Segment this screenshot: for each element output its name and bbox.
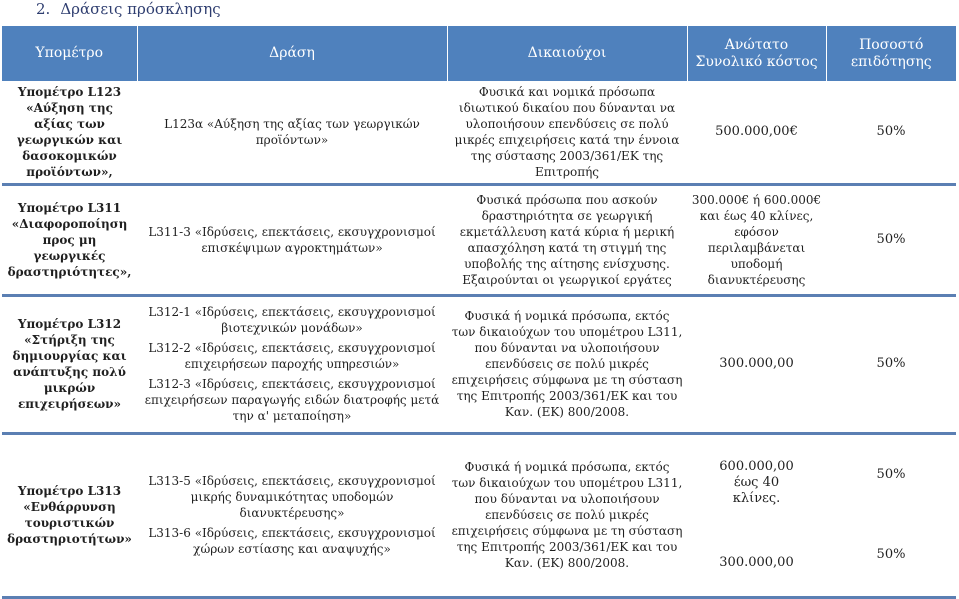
measure-cell: Υπομέτρο L313 «Ενθάρρυνση τουριστικών δραστηριοτήτων» (2, 433, 137, 597)
cost-item: 300.000,00 (719, 555, 794, 570)
rate-cell: 50% (826, 81, 956, 184)
header-max-cost (687, 26, 826, 81)
action-cell: L123α «Αύξηση της αξίας των γεωργικών προϊόντων» (137, 81, 447, 184)
cost-item: 600.000,00 έως 40 κλίνες. (719, 459, 794, 506)
rate-cell: 50% (826, 184, 956, 295)
table-header-row (2, 26, 956, 81)
action-item: L312-1 «Ιδρύσεις, επεκτάσεις, εκσυγχρονισμοί βιοτεχνικών μονάδων» (148, 305, 436, 335)
cost-cell: 500.000,00€ (687, 81, 826, 184)
beneficiaries-cell: Φυσικά ή νομικά πρόσωπα, εκτός των δικαιούχων του υπομέτρου L311, που δύνανται να υλοποιήσουν επενδύσεις σε πολύ μικρές επιχειρήσεις σύμφωνα με τη σύσταση της Επιτροπής 2003/361/ΕΚ και του Καν. (ΕΚ) 800/2008. (447, 295, 687, 433)
action-cell (137, 295, 447, 433)
beneficiaries-cell: Φυσικά και νομικά πρόσωπα ιδιωτικού δικαίου που δύνανται να υλοποιήσουν επενδύσεις σε πολύ μικρές επιχειρήσεις κατά την έννοια της σύστασης 2003/361/ΕΚ της Επιτροπής (447, 81, 687, 184)
measure-cell: Υπομέτρο L123 «Αύξηση της αξίας των γεωργικών και δασοκομικών προϊόντων», (2, 81, 137, 184)
section-heading (36, 0, 221, 18)
table-row (2, 295, 956, 433)
table-row (2, 81, 956, 184)
action-item: L312-2 «Ιδρύσεις, επεκτάσεις, εκσυγχρονισμοί επιχειρήσεων παροχής υπηρεσιών» (148, 341, 436, 371)
action-item: L313-6 «Ιδρύσεις, επεκτάσεις, εκσυγχρονισμοί χώρων εστίασης και αναψυχής» (148, 526, 436, 556)
section-title: Δράσεις πρόσκλησης (60, 0, 221, 18)
header-rate-line2: επιδότησης (850, 53, 932, 70)
action-item: L313-5 «Ιδρύσεις, επεκτάσεις, εκσυγχρονισμοί μικρής δυναμικότητας υποδομών διανυκτέρευσης» (148, 474, 436, 520)
table-row (2, 184, 956, 295)
header-max-cost-line1: Ανώτατο (724, 36, 789, 53)
table-row (2, 433, 956, 597)
header-action: Δράση (137, 26, 447, 81)
cost-cell (687, 433, 826, 597)
measure-cell: Υπομέτρο L312 «Στήριξη της δημιουργίας και ανάπτυξης πολύ μικρών επιχειρήσεων» (2, 295, 137, 433)
header-rate-line1: Ποσοστό (859, 36, 924, 53)
action-cell (137, 433, 447, 597)
rate-item: 50% (876, 467, 906, 482)
rate-cell: 50% (826, 295, 956, 433)
header-measure: Υπομέτρο (2, 26, 137, 81)
header-rate (826, 26, 956, 81)
rate-item: 50% (876, 547, 906, 562)
action-cell: L311-3 «Ιδρύσεις, επεκτάσεις, εκσυγχρονισμοί επισκέψιμων αγροκτημάτων» (137, 184, 447, 295)
cost-cell: 300.000,00 (687, 295, 826, 433)
measure-cell: Υπομέτρο L311 «Διαφοροποίηση προς μη γεωργικές δραστηριότητες», (2, 184, 137, 295)
cost-cell: 300.000€ ή 600.000€ και έως 40 κλίνες, εφόσον περιλαμβάνεται υποδομή διανυκτέρευσης (687, 184, 826, 295)
beneficiaries-cell: Φυσικά ή νομικά πρόσωπα, εκτός των δικαιούχων του υπομέτρου L311, που δύνανται να υλοποιήσουν επενδύσεις σε πολύ μικρές επιχειρήσεις σύμφωνα με τη σύσταση της Επιτροπής 2003/361/ΕΚ και του Καν. (ΕΚ) 800/2008. (447, 433, 687, 597)
header-max-cost-line2: Συνολικό κόστος (695, 53, 818, 70)
rate-cell (826, 433, 956, 597)
section-number: 2. (36, 0, 51, 18)
actions-table (2, 26, 956, 599)
action-item: L312-3 «Ιδρύσεις, επεκτάσεις, εκσυγχρονισμοί επιχειρήσεων παραγωγής ειδών διατροφής μετά την α' μεταποίηση» (144, 377, 440, 423)
header-beneficiaries: Δικαιούχοι (447, 26, 687, 81)
beneficiaries-cell: Φυσικά πρόσωπα που ασκούν δραστηριότητα σε γεωργική εκμετάλλευση κατά κύρια ή μερική απασχόληση κατά τη στιγμή της υποβολής της αίτησης ενίσχυσης. Εξαιρούνται οι γεωργικοί εργάτες (447, 184, 687, 295)
